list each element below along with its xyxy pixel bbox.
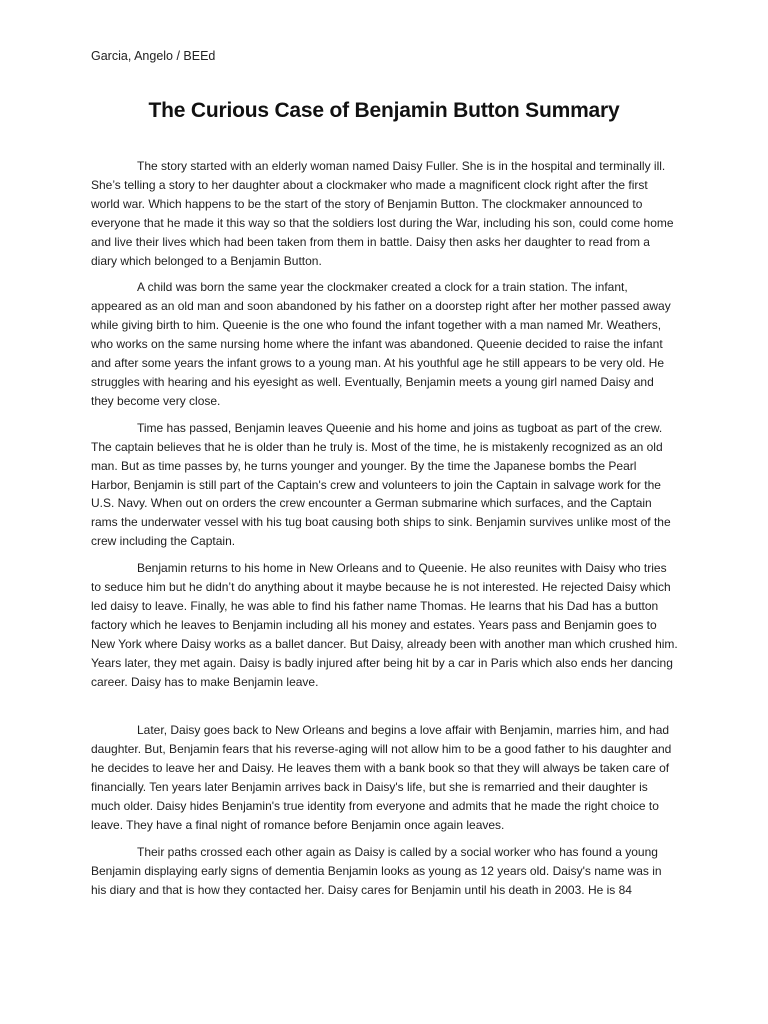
paragraph-2: A child was born the same year the clockmaker created a clock for a train station. The infant, appeared as an old man and soon abandoned by his father on a doorstep right after her mother passed away while giving birth to him. Queenie is the one who found the infant together with a man named Mr. Weathers, who works on the same nursing home where the infant was abandoned. Queenie decided to raise the infant and after some years the infant grows to a young man. At his youthful age he still appears to be very old. He struggles with hearing and his eyesight as well. Eventually, Benjamin meets a young girl named Daisy and they become very close. <box>91 280 671 408</box>
paragraph-3: Time has passed, Benjamin leaves Queenie and his home and joins as tugboat as part of the crew. The captain believes that he is older than he truly is. Most of the time, he is mistakenly recognized as an old man. But as time passes by, he turns younger and younger. By the time the Japanese bombs the Pearl Harbor, Benjamin is still part of the Captain's crew and volunteers to join the Captain in salvage work for the U.S. Navy. When out on orders the crew encounter a German submarine which surfaces, and the Captain rams the underwater vessel with his tug boat causing both ships to sink. Benjamin survives unlike most of the crew including the Captain. <box>91 420 671 549</box>
document-title: The Curious Case of Benjamin Button Summary <box>148 99 620 122</box>
paragraph-1: The story started with an elderly woman named Daisy Fuller. She is in the hospital and terminally ill. She’s telling a story to her daughter about a clockmaker who made a magnificent clock right after the first world war. Which happens to be the start of the story of Benjamin Button. The clockmaker announced to everyone that he made it this way so that the soldiers lost during the War, including his son, could come home and live their lives which had been taken from them in battle. Daisy then asks her daughter to read from a diary which belonged to a Benjamin Button. <box>91 159 674 268</box>
paragraph-4: Benjamin returns to his home in New Orleans and to Queenie. He also reunites with Daisy who tries to seduce him but he didn’t do anything about it maybe because he is not interested. He rejected Daisy which led daisy to leave. Finally, he was able to find his father name Thomas. He learns that his Dad has a button factory which he leaves to Benjamin including all his money and estates. Years pass and Benjamin goes to New York where Daisy works as a ballet dancer. But Daisy, already been with another man which crushed him. Years later, they met again. Daisy is badly injured after being hit by a car in Paris which also ends her dancing career. Daisy has to make Benjamin leave. <box>91 561 678 689</box>
author-line: Garcia, Angelo / BEEd <box>91 49 216 63</box>
document-body <box>91 157 679 908</box>
paragraph-6: Their paths crossed each other again as Daisy is called by a social worker who has found a young Benjamin displaying early signs of dementia Benjamin looks as young as 12 years old. Daisy's name was in his diary and that is how they contacted her. Daisy cares for Benjamin until his death in 2003. He is 84 <box>91 844 662 897</box>
paragraph-5: Later, Daisy goes back to New Orleans and begins a love affair with Benjamin, marries him, and had daughter. But, Benjamin fears that his reverse-aging will not allow him to be a good father to his daughter and he decides to leave her and Daisy. He leaves them with a bank book so that they will always be taken care of financially. Ten years later Benjamin arrives back in Daisy's life, but she is remarried and their daughter is much older. Daisy hides Benjamin's true identity from everyone and admits that he made the right choice to leave. They have a final night of romance before Benjamin once again leaves. <box>91 723 672 832</box>
